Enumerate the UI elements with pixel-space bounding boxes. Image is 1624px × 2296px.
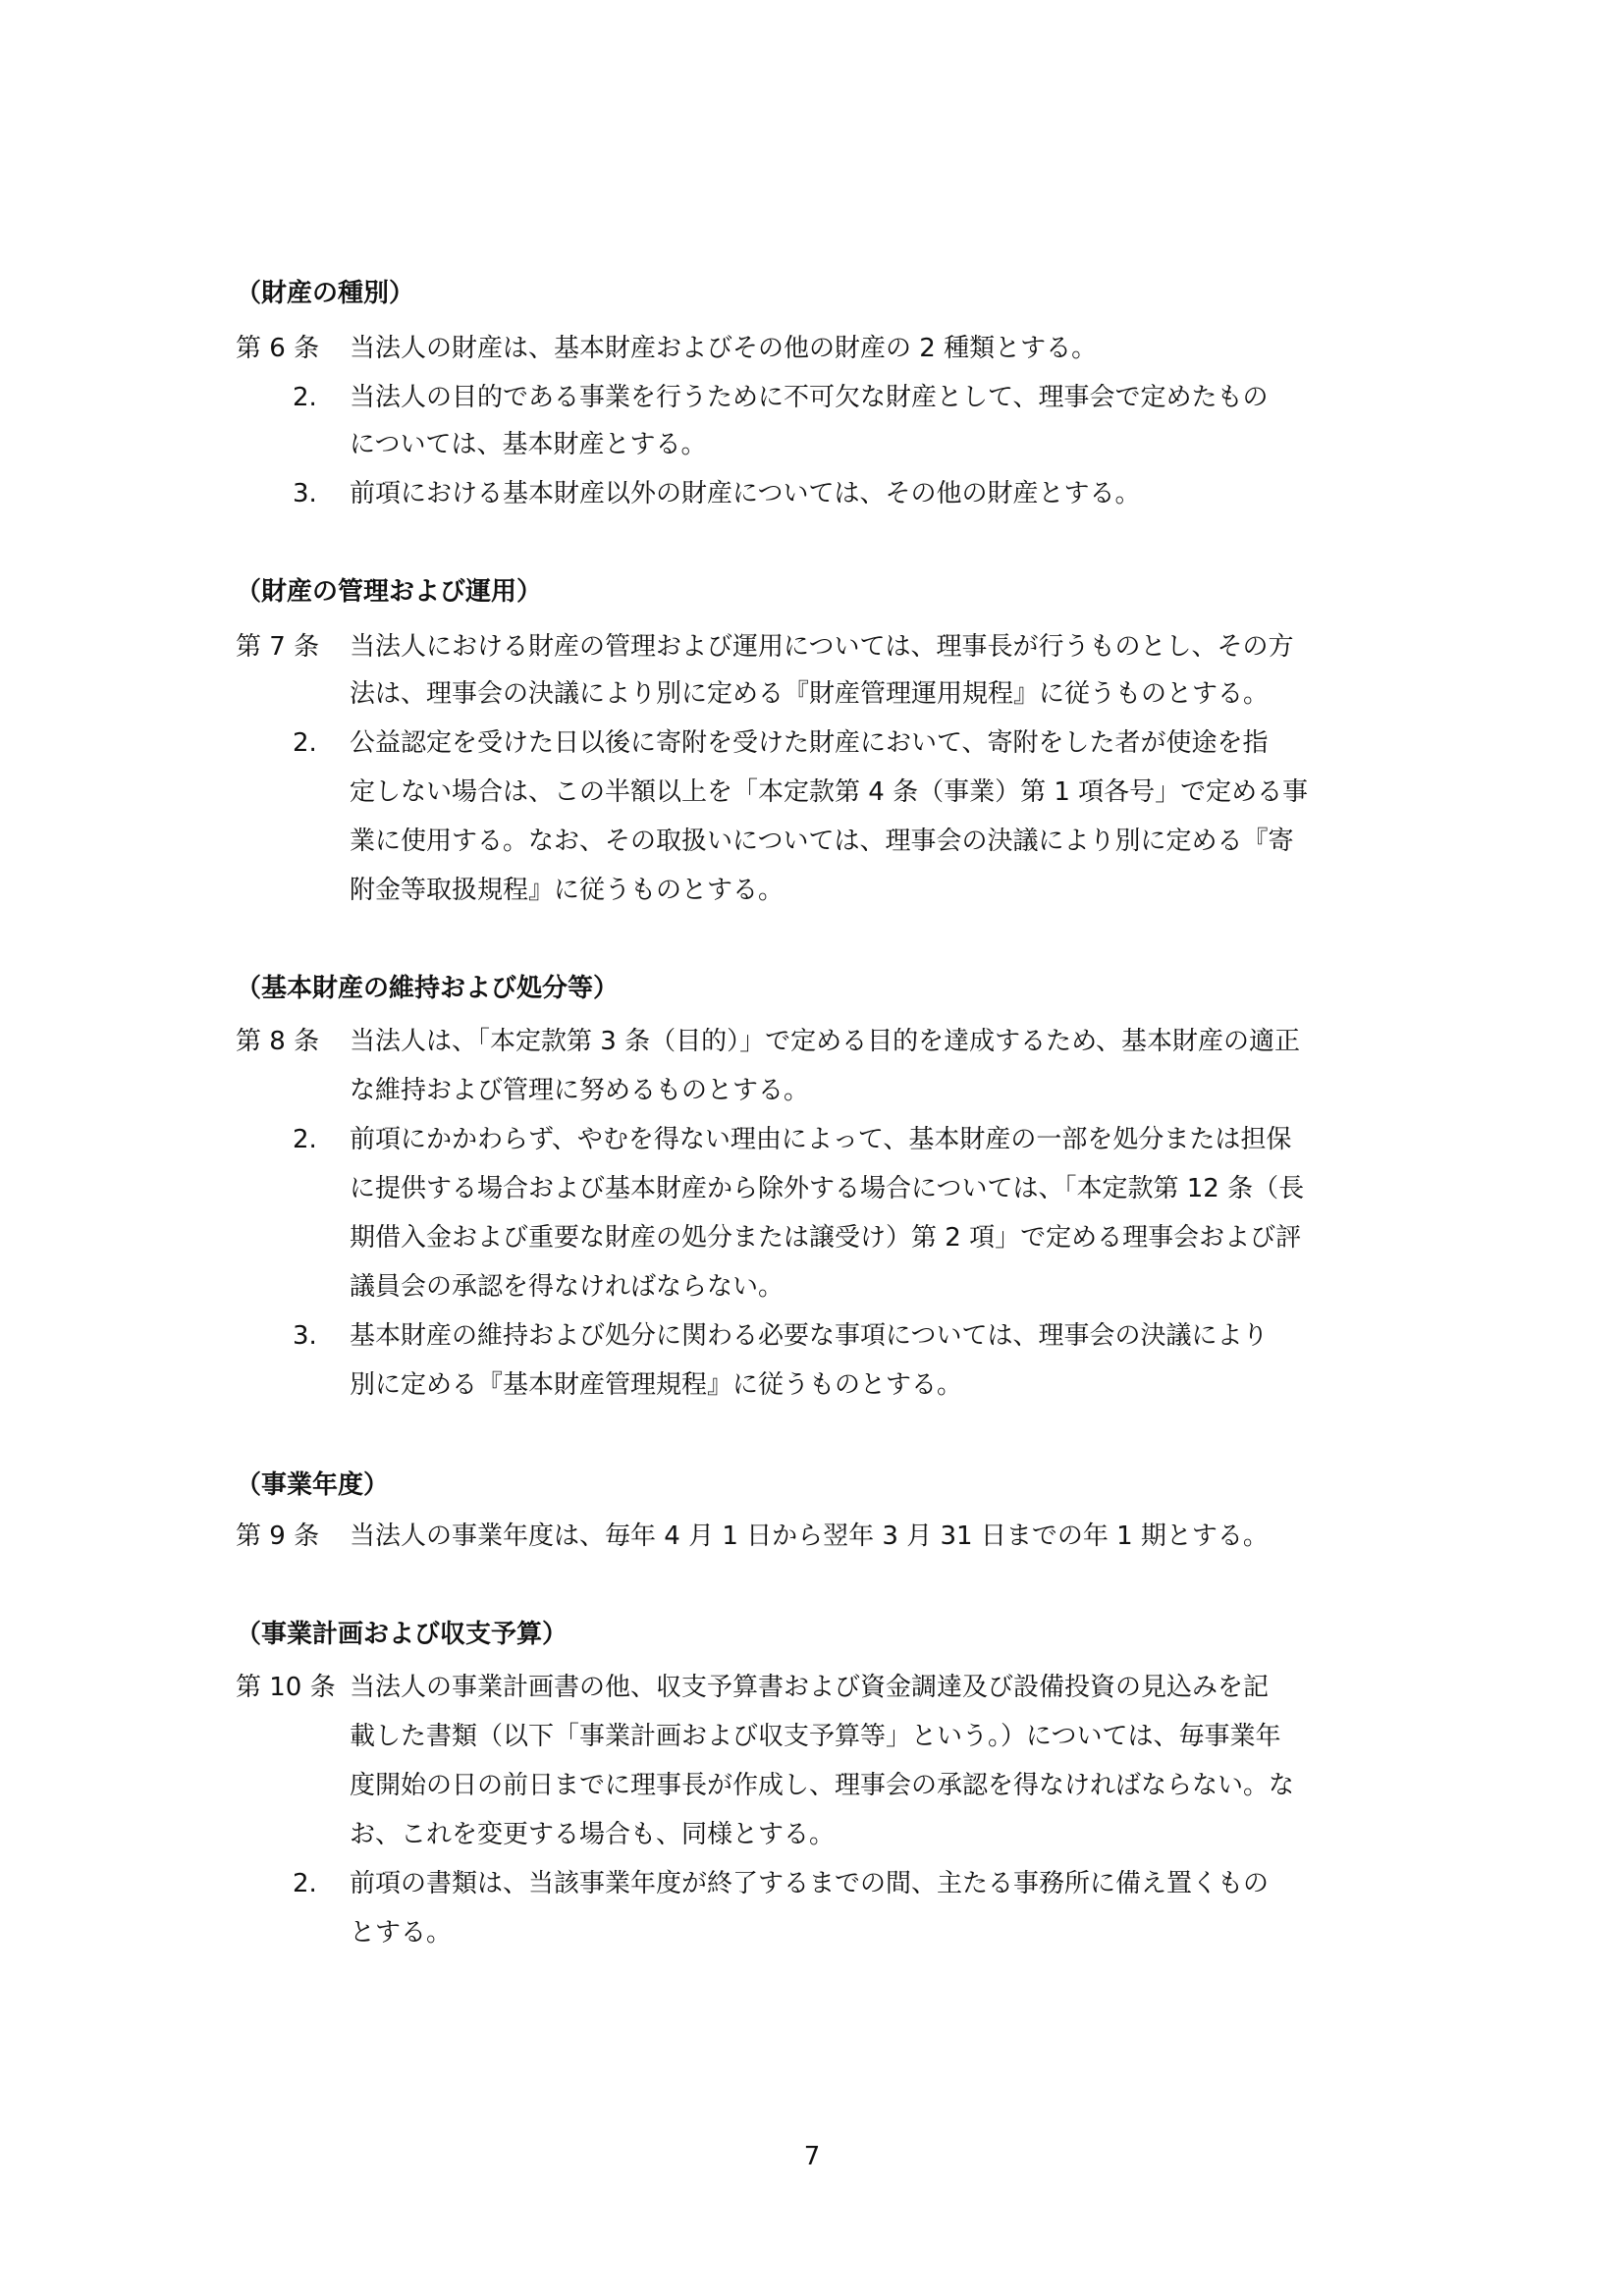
article-8-item-3-number: 3. (293, 1321, 317, 1351)
article-10-item-2-line-1: 前項の書類は、当該事業年度が終了するまでの間、主たる事務所に備え置くもの (350, 1869, 1270, 1898)
page-number: 7 (803, 2142, 821, 2171)
article-8-line-1: 当法人は、「本定款第 3 条（目的）」で定める目的を達成するため、基本財産の適正 (350, 1027, 1301, 1056)
article-6-item-3-number: 3. (293, 479, 317, 508)
article-8-heading: （基本財産の維持および処分等） (236, 974, 620, 1003)
article-6-heading: （財産の種別） (236, 279, 415, 308)
article-10-item-2-number: 2. (293, 1869, 317, 1898)
article-7-item-2-line-1: 公益認定を受けた日以後に寄附を受けた財産において、寄附をした者が使途を指 (350, 728, 1269, 758)
article-10-line-2: 載した書類（以下「事業計画および収支予算等」という。）については、毎事業年 (350, 1722, 1281, 1751)
article-10-line-4: お、これを変更する場合も、同様とする。 (350, 1820, 836, 1849)
article-8-number: 第 8 条 (236, 1027, 320, 1056)
article-7-item-2-line-2: 定しない場合は、この半額以上を「本定款第 4 条（事業）第 1 項各号」で定める事 (350, 777, 1309, 807)
article-8-item-2-line-3: 期借入金および重要な財産の処分または譲受け）第 2 項」で定める理事会および評 (350, 1223, 1302, 1253)
article-7-number: 第 7 条 (236, 632, 320, 662)
article-10-line-1: 当法人の事業計画書の他、収支予算書および資金調達及び設備投資の見込みを記 (350, 1673, 1270, 1702)
article-7-item-2-line-4: 附金等取扱規程』に従うものとする。 (350, 876, 785, 905)
article-10-item-2-line-2: とする。 (350, 1918, 453, 1948)
article-6-item-2-number: 2. (293, 383, 317, 412)
article-8-line-2: な維持および管理に努めるものとする。 (350, 1076, 810, 1105)
article-6-item-2-line-1: 当法人の目的である事業を行うために不可欠な財産として、理事会で定めたもの (350, 383, 1269, 412)
article-7-item-2-number: 2. (293, 728, 317, 758)
article-7-line-1: 当法人における財産の管理および運用については、理事長が行うものとし、その方 (350, 632, 1294, 662)
article-10-heading: （事業計画および収支予算） (236, 1620, 568, 1649)
article-8-item-3-line-1: 基本財産の維持および処分に関わる必要な事項については、理事会の決議により (350, 1321, 1269, 1351)
article-6-number: 第 6 条 (236, 334, 320, 363)
article-10-number: 第 10 条 (236, 1673, 336, 1702)
article-7-line-2: 法は、理事会の決議により別に定める『財産管理運用規程』に従うものとする。 (350, 679, 1270, 709)
article-8-item-2-line-4: 議員会の承認を得なければならない。 (350, 1272, 785, 1302)
article-9-heading: （事業年度） (236, 1470, 390, 1500)
article-9-number: 第 9 条 (236, 1522, 320, 1551)
article-8-item-2-number: 2. (293, 1125, 317, 1154)
article-6-item-3-line-1: 前項における基本財産以外の財産については、その他の財産とする。 (350, 479, 1141, 508)
article-6-item-2-line-2: については、基本財産とする。 (350, 430, 707, 459)
article-9-line-1: 当法人の事業年度は、毎年 4 月 1 日から翌年 3 月 31 日までの年 1 期とする。 (350, 1522, 1269, 1551)
article-8-item-2-line-1: 前項にかかわらず、やむを得ない理由によって、基本財産の一部を処分または担保 (350, 1125, 1292, 1154)
article-6-line-1: 当法人の財産は、基本財産およびその他の財産の 2 種類とする。 (350, 334, 1098, 363)
article-8-item-3-line-2: 別に定める『基本財産管理規程』に従うものとする。 (350, 1370, 963, 1400)
article-7-item-2-line-3: 業に使用する。なお、その取扱いについては、理事会の決議により別に定める『寄 (350, 827, 1294, 856)
article-8-item-2-line-2: に提供する場合および基本財産から除外する場合については、「本定款第 12 条（長 (350, 1174, 1305, 1203)
article-7-heading: （財産の管理および運用） (236, 577, 543, 607)
article-10-line-3: 度開始の日の前日までに理事長が作成し、理事会の承認を得なければならない。な (350, 1771, 1295, 1800)
